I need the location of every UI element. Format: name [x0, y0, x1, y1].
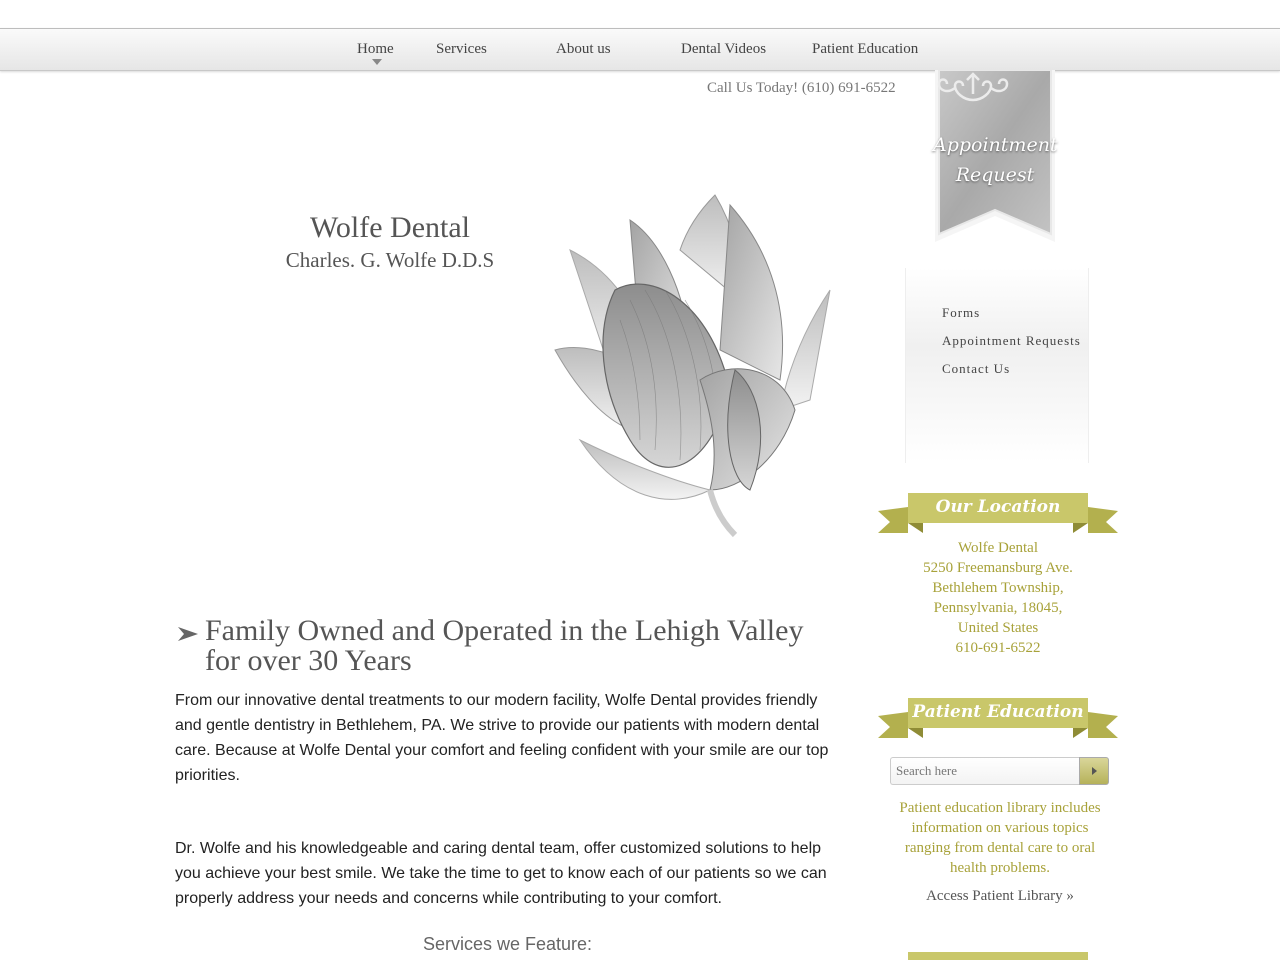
ornament-flourish-icon: [933, 70, 1013, 110]
nav-dental-videos[interactable]: Dental Videos: [681, 41, 767, 57]
patient-education-description: Patient education library includes information on various topics ranging from dental care to oral health problems.: [899, 800, 1101, 876]
address-state: Pennsylvania, 18045,: [933, 600, 1063, 616]
arrow-bullet-icon: [178, 626, 200, 642]
quick-link-forms[interactable]: Forms: [942, 305, 981, 320]
our-location-ribbon: [878, 493, 1118, 537]
call-us-phone[interactable]: Call Us Today! (610) 691-6522: [707, 80, 896, 96]
top-navigation-bar: [0, 28, 1280, 71]
play-arrow-icon: [1092, 767, 1097, 775]
address-phone[interactable]: 610-691-6522: [955, 640, 1041, 656]
address-country: United States: [957, 620, 1039, 636]
next-ribbon-partial: [908, 952, 1088, 960]
site-title[interactable]: Wolfe Dental: [309, 211, 471, 244]
patient-education-ribbon: [878, 698, 1118, 742]
search-input[interactable]: [890, 757, 1080, 785]
address-street: 5250 Freemansburg Ave.: [923, 560, 1073, 576]
appointment-label-line2: Request: [955, 164, 1035, 186]
appointment-label-line1: Appointment: [933, 134, 1058, 156]
quick-link-contact-us[interactable]: Contact Us: [942, 361, 1011, 376]
services-we-feature-heading: Services we Feature:: [422, 934, 593, 954]
address-name: Wolfe Dental: [957, 540, 1038, 556]
nav-patient-education[interactable]: Patient Education: [812, 41, 919, 57]
site-subtitle: Charles. G. Wolfe D.D.S: [285, 248, 495, 272]
access-patient-library-link[interactable]: Access Patient Library »: [926, 888, 1074, 904]
lotus-flower-icon: [540, 190, 850, 540]
active-nav-caret-icon: [372, 59, 382, 65]
address-city: Bethlehem Township,: [932, 580, 1064, 596]
team-paragraph: Dr. Wolfe and his knowledgeable and caring dental team, offer customized solutions to help you achieve your best smile. We take the time to get to know each of our patients so we can properly address your needs and concerns while contributing to your comfort.: [175, 840, 827, 907]
address-block: [878, 538, 1118, 658]
quick-link-appointment-requests[interactable]: Appointment Requests: [942, 333, 1081, 348]
patient-education-heading: Patient Education: [912, 702, 1084, 722]
search-submit-button[interactable]: [1079, 757, 1109, 785]
appointment-request-label: [933, 130, 1057, 190]
nav-about-us[interactable]: About us: [556, 41, 611, 57]
our-location-heading: Our Location: [935, 497, 1061, 517]
nav-services[interactable]: Services: [436, 41, 487, 57]
nav-home[interactable]: Home: [357, 41, 394, 57]
intro-paragraph: From our innovative dental treatments to our modern facility, Wolfe Dental provides friendly and gentle dentistry in Bethlehem, PA. We strive to provide our patients with modern dental care. Because at Wolfe Dental your comfort and feeling confident with your smile are our top priorities.: [175, 692, 829, 784]
appointment-request-ribbon[interactable]: [933, 70, 1057, 250]
main-heading: Family Owned and Operated in the Lehigh Valley for over 30 Years: [205, 614, 804, 677]
